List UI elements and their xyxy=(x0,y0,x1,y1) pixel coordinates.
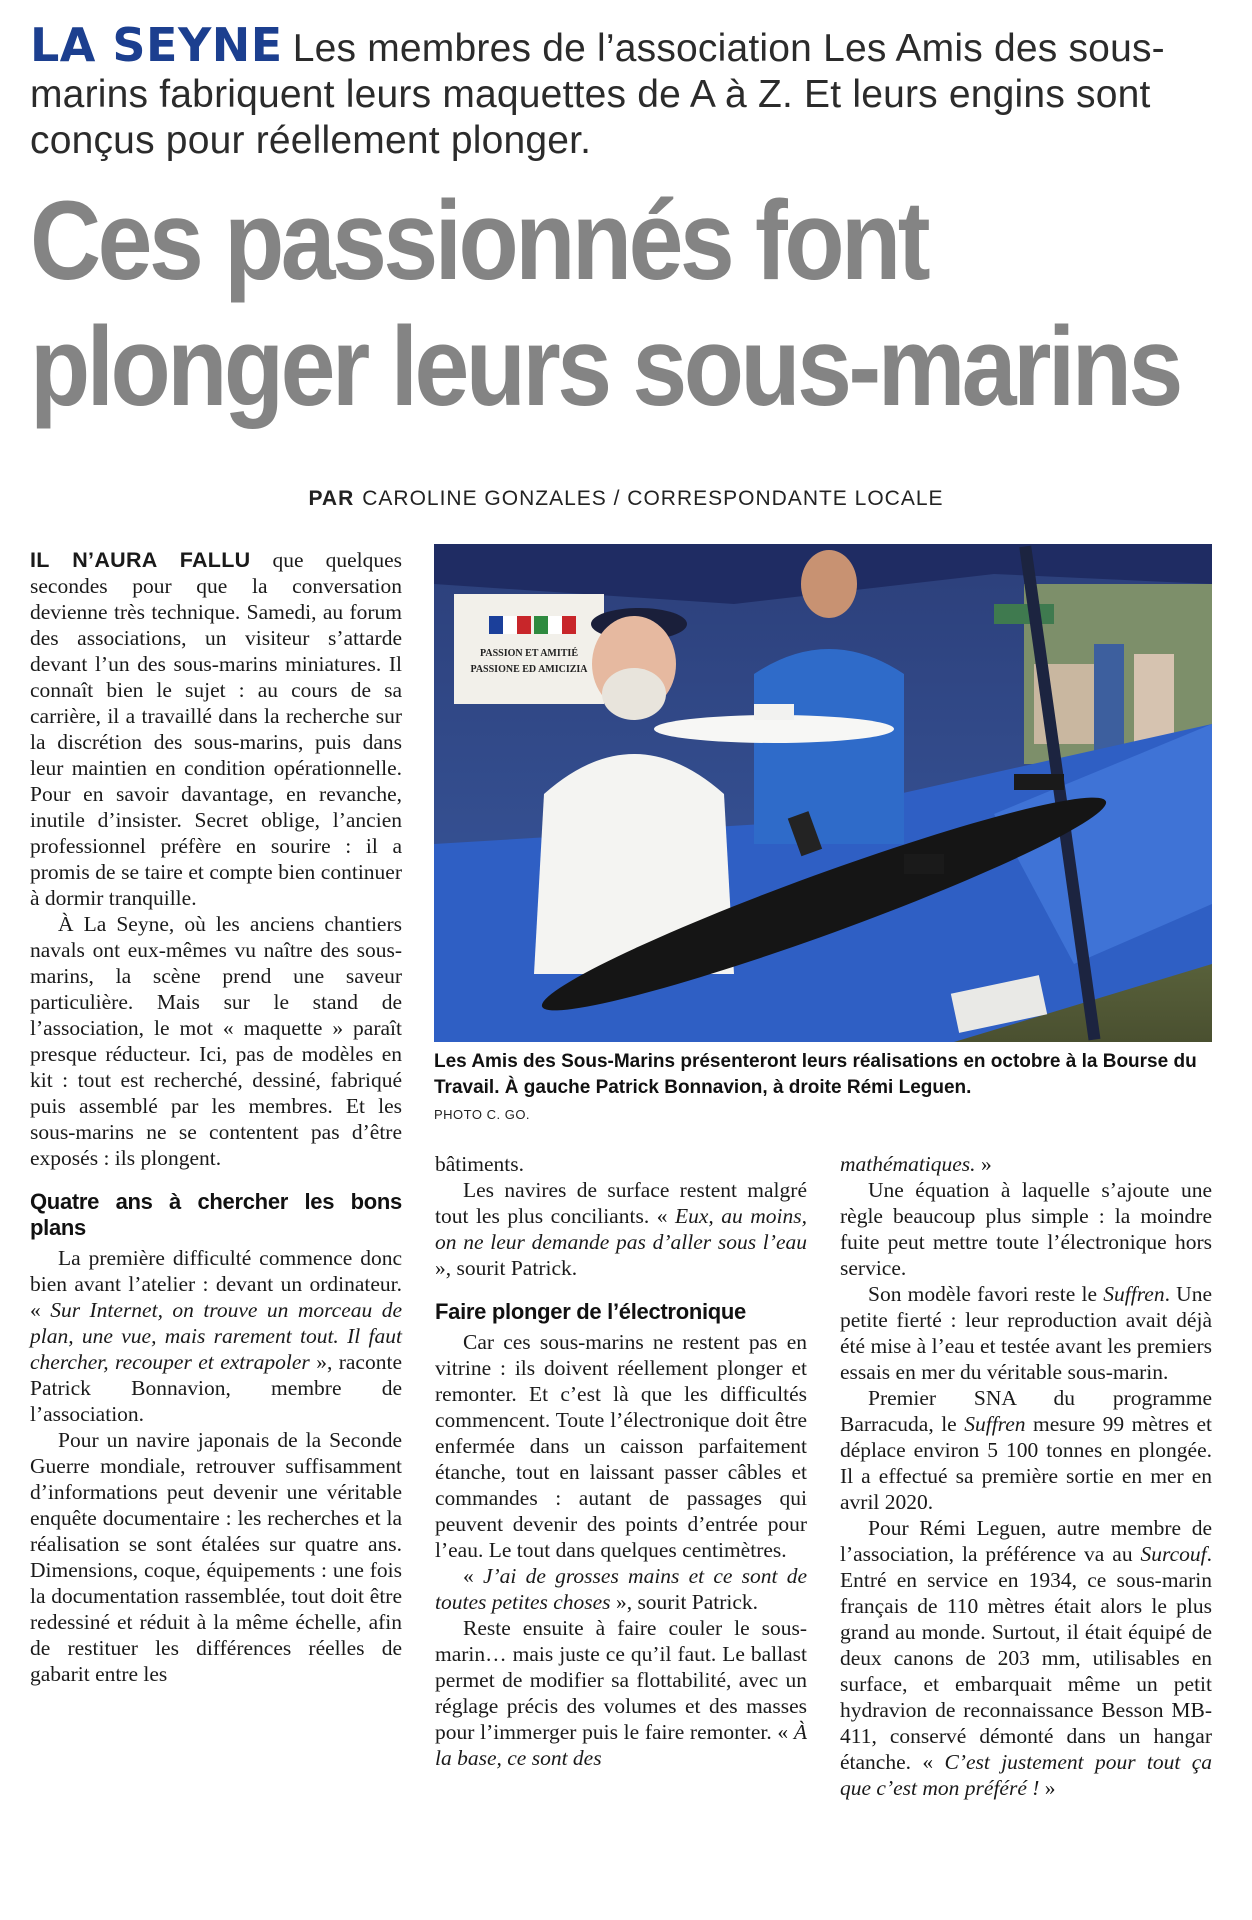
paragraph-text: Reste ensuite à faire couler le sous-marin… mais juste ce qu’il faut. Le ballast permet de modifier sa flottabilité, avec un réglage précis des volumes et des masses pour l’immerger puis le faire remonter. « xyxy=(435,1616,807,1744)
article-column-1 xyxy=(30,547,402,1687)
paragraph-text: Pour Rémi Leguen, autre membre de l’association, la préférence va au xyxy=(840,1516,1212,1566)
paragraph-text: mesure 99 mètres et déplace environ 5 100 tonnes en plongée. Il a effectué sa première sortie en mer en avril 2020. xyxy=(840,1412,1212,1514)
quote: J’ai de grosses mains et ce sont de toutes petites choses xyxy=(435,1564,807,1614)
ship-name: Suffren xyxy=(964,1412,1026,1436)
byline-par: PAR xyxy=(308,487,355,510)
paragraph-text: . Une petite fierté : leur reproduction avait déjà été mise à l’eau et testée avant les premiers essais en mer du véritable sous-marin. xyxy=(840,1282,1212,1384)
article-paragraph xyxy=(435,1563,807,1615)
headline xyxy=(30,178,1180,430)
byline-author: CAROLINE GONZALES / CORRESPONDANTE LOCALE xyxy=(362,487,944,510)
ship-name: Surcouf xyxy=(1140,1542,1207,1566)
paragraph-text: », sourit Patrick. xyxy=(435,1256,578,1280)
photo-caption: Les Amis des Sous-Marins présenteront leurs réalisations en octobre à la Bourse du Travail. À gauche Patrick Bonnavion, à droite Rémi Leguen. xyxy=(434,1051,1197,1098)
quote: À la base, ce sont des xyxy=(435,1720,807,1770)
article-paragraph xyxy=(30,547,402,911)
quote: Sur Internet, on trouve un morceau de plan, une vue, mais rarement tout. Il faut chercher, recouper et extrapoler xyxy=(30,1298,403,1374)
article-paragraph: bâtiments. xyxy=(435,1152,524,1176)
ship-name: Suffren xyxy=(1103,1282,1165,1306)
article-paragraph xyxy=(30,1245,402,1427)
photo-illustration xyxy=(434,544,1212,1042)
banner-line-2: PASSIONE ED AMICIZIA xyxy=(470,664,588,675)
quote: mathématiques. xyxy=(840,1152,976,1176)
paragraph-text: Premier SNA du programme Barracuda, le xyxy=(840,1386,1212,1436)
banner-line-1: PASSION ET AMITIÉ xyxy=(480,648,578,659)
article-paragraph xyxy=(435,1615,807,1771)
kicker-text: Les membres de l’association Les Amis des sous-marins fabriquent leurs maquettes de A à Z. Et leurs engins sont conçus pour réellement plonger. xyxy=(30,27,1165,162)
subheading: Faire plonger de l’électronique xyxy=(435,1299,746,1324)
article-paragraph xyxy=(435,1177,807,1281)
article-column-3 xyxy=(840,1151,1212,1801)
town-name: LA SEYNE xyxy=(30,18,283,72)
paragraph-text: », raconte Patrick Bonnavion, membre de l’association. xyxy=(30,1350,402,1426)
byline xyxy=(0,487,1252,511)
paragraph-text: » xyxy=(975,1152,992,1176)
headline-line-1: Ces passionnés font xyxy=(30,178,928,303)
paragraph-text: « xyxy=(463,1564,483,1588)
article-column-2 xyxy=(435,1151,807,1771)
paragraph-text: », sourit Patrick. xyxy=(610,1590,759,1614)
article-paragraph xyxy=(840,1151,1212,1177)
headline-line-2: plonger leurs sous-marins xyxy=(30,304,1180,429)
paragraph-text: » xyxy=(1039,1776,1056,1800)
article-paragraph: Une équation à laquelle s’ajoute une règle beaucoup plus simple : la moindre fuite peut mettre toute l’électronique hors service. xyxy=(840,1178,1212,1280)
article-paragraph xyxy=(840,1385,1212,1515)
paragraph-text: La première difficulté commence donc bien avant l’atelier : devant un ordinateur. « xyxy=(30,1246,402,1322)
article-paragraph xyxy=(840,1515,1212,1801)
paragraph-text: Les navires de surface restent malgré tout les plus conciliants. « xyxy=(435,1178,807,1228)
paragraph-text: que quelques secondes pour que la conversation devienne très technique. Samedi, au forum des associations, un visiteur s’attarde devant l’un des sous-marins miniatures. Il connaît bien le sujet : au cours de sa carrière, il a travaillé dans la recherche sur la discrétion des sous-marins, puis dans leur maintien en condition opérationnelle. Pour en savoir davantage, en revanche, inutile d’insister. Secret oblige, l’ancien professionnel préfère en sourire : il a promis de se taire et compte bien continuer à dormir tranquille. xyxy=(30,548,402,910)
paragraph-text: Son modèle favori reste le xyxy=(868,1282,1104,1306)
article-paragraph: À La Seyne, où les anciens chantiers navals ont eux-mêmes vu naître des sous-marins, la scène prend une saveur particulière. Mais sur le stand de l’association, le mot « maquette » paraît presque réducteur. Ici, pas de modèles en kit : tout est recherché, dessiné, fabriqué puis assemblé par les membres. Et les sous-marins ne se contentent pas d’être exposés : ils plongent. xyxy=(30,912,402,1170)
subheading: Quatre ans à chercher les bons plans xyxy=(30,1189,402,1240)
photo-credit: PHOTO C. GO. xyxy=(434,1107,531,1122)
paragraph-text: . Entré en service en 1934, ce sous-marin français de 110 mètres était alors le plus grand au monde. Surtout, il était équipé de deux canons de 203 mm, utilisables en surface, et embarquait même un petit hydravion de reconnaissance Besson MB-411, conservé démonté dans un hangar étanche. « xyxy=(840,1542,1212,1774)
kicker xyxy=(30,18,1220,164)
article-paragraph: Pour un navire japonais de la Seconde Guerre mondiale, retrouver suffisamment d’informations peut devenir une véritable enquête documentaire : les recherches et la réalisation se sont étalées sur quatre ans. Dimensions, coque, équipements : une fois la documentation rassemblée, tout doit être redessiné et réduit à la même échelle, afin de restituer les différences réelles de gabarit entre les xyxy=(30,1428,402,1686)
article-photo xyxy=(434,544,1212,1042)
article-paragraph xyxy=(840,1281,1212,1385)
lead-in: IL N’AURA FALLU xyxy=(30,548,251,572)
quote: C’est justement pour tout ça que c’est mon préféré ! xyxy=(840,1750,1212,1800)
quote: Eux, au moins, on ne leur demande pas d’aller sous l’eau xyxy=(435,1204,808,1254)
article-paragraph: Car ces sous-marins ne restent pas en vitrine : ils doivent réellement plonger et remonter. Et c’est là que les difficultés commencent. Toute l’électronique doit être enfermée dans un caisson parfaitement étanche, tout en laissant passer câbles et commandes : autant de passages qui peuvent devenir des points d’entrée pour l’eau. Le tout dans quelques centimètres. xyxy=(435,1330,807,1562)
